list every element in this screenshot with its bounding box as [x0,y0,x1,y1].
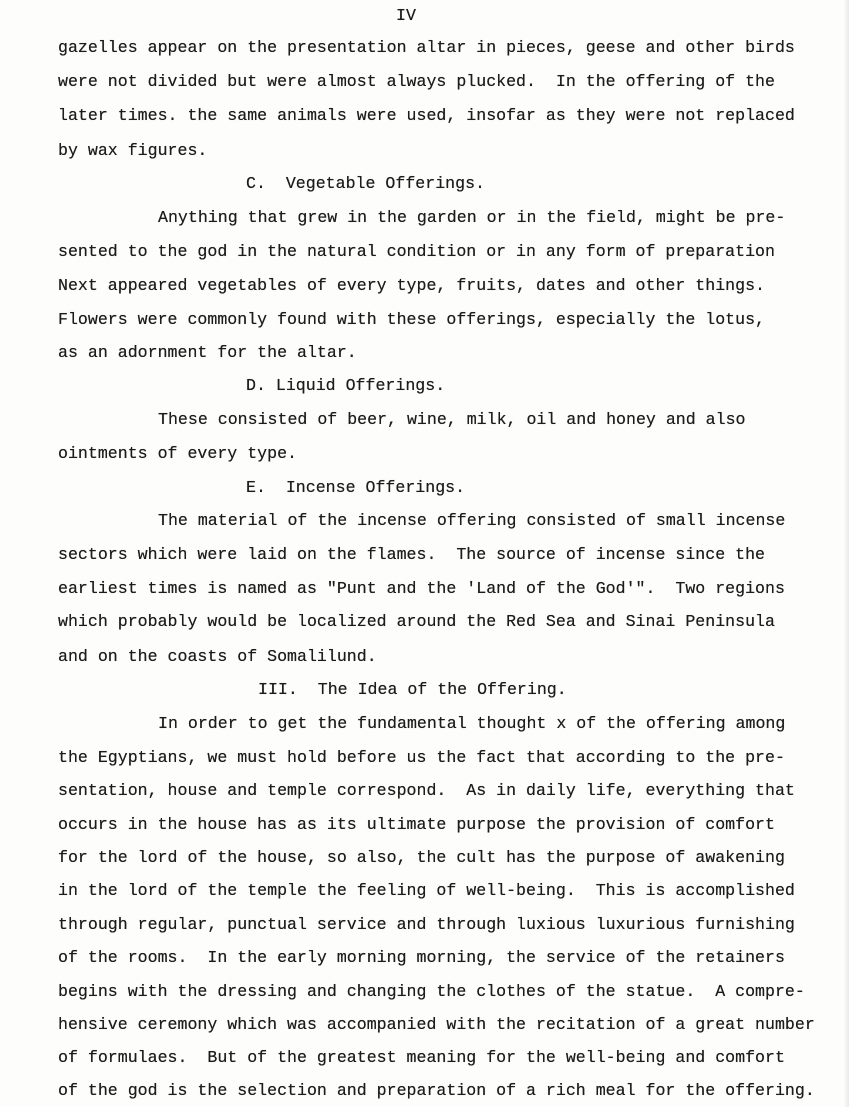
text-line: by wax figures. [58,141,208,160]
text-line: of formulaes. But of the greatest meaning for the well-being and comfort [58,1048,785,1067]
text-line: in the lord of the temple the feeling of well-being. This is accomplished [58,881,795,900]
text-line: were not divided but were almost always plucked. In the offering of the [58,72,775,91]
page-number: IV [396,6,416,25]
text-line: of the rooms. In the early morning morning, the service of the retainers [58,948,785,967]
text-line: sectors which were laid on the flames. The source of incense since the [58,545,766,564]
text-line: Flowers were commonly found with these offerings, especially the lotus, [58,310,766,329]
text-line: as an adornment for the altar. [58,343,357,362]
text-line: of the god is the selection and preparation of a rich meal for the offering. [58,1081,815,1100]
text-line: sentation, house and temple correspond. As in daily life, everything that [58,781,795,800]
text-line: begins with the dressing and changing the clothes of the statue. A compre- [58,982,805,1001]
text-line: which probably would be localized around the Red Sea and Sinai Peninsula [58,612,775,631]
text-line: ointments of every type. [58,444,297,463]
text-line: These consisted of beer, wine, milk, oil and honey and also [158,410,746,429]
section-heading: D. Liquid Offerings. [246,376,446,395]
text-line: through regular, punctual service and through luxious luxurious furnishing [58,915,795,934]
section-heading: E. Incense Offerings. [246,478,466,497]
text-line: earliest times is named as "Punt and the 'Land of the God'". Two regions [58,579,785,598]
text-line: gazelles appear on the presentation altar in pieces, geese and other birds [58,38,795,57]
text-line: and on the coasts of Somalilund. [58,647,377,666]
text-line: sented to the god in the natural condition or in any form of preparation [58,242,775,261]
text-line: Next appeared vegetables of every type, fruits, dates and other things. [58,276,766,295]
section-heading: C. Vegetable Offerings. [246,174,485,193]
page-edge-shadow [843,0,849,1107]
text-line: In order to get the fundamental thought x of the offering among [158,714,786,733]
text-line: The material of the incense offering consisted of small incense [158,511,786,530]
section-heading: III. The Idea of the Offering. [258,680,567,699]
text-line: the Egyptians, we must hold before us the fact that according to the pre- [58,748,785,767]
text-line: occurs in the house has as its ultimate purpose the provision of comfort [58,815,775,834]
text-line: later times. the same animals were used, insofar as they were not replaced [58,106,795,125]
text-line: Anything that grew in the garden or in the field, might be pre- [158,208,786,227]
text-line: hensive ceremony which was accompanied with the recitation of a great number [58,1015,815,1034]
text-line: for the lord of the house, so also, the cult has the purpose of awakening [58,848,785,867]
